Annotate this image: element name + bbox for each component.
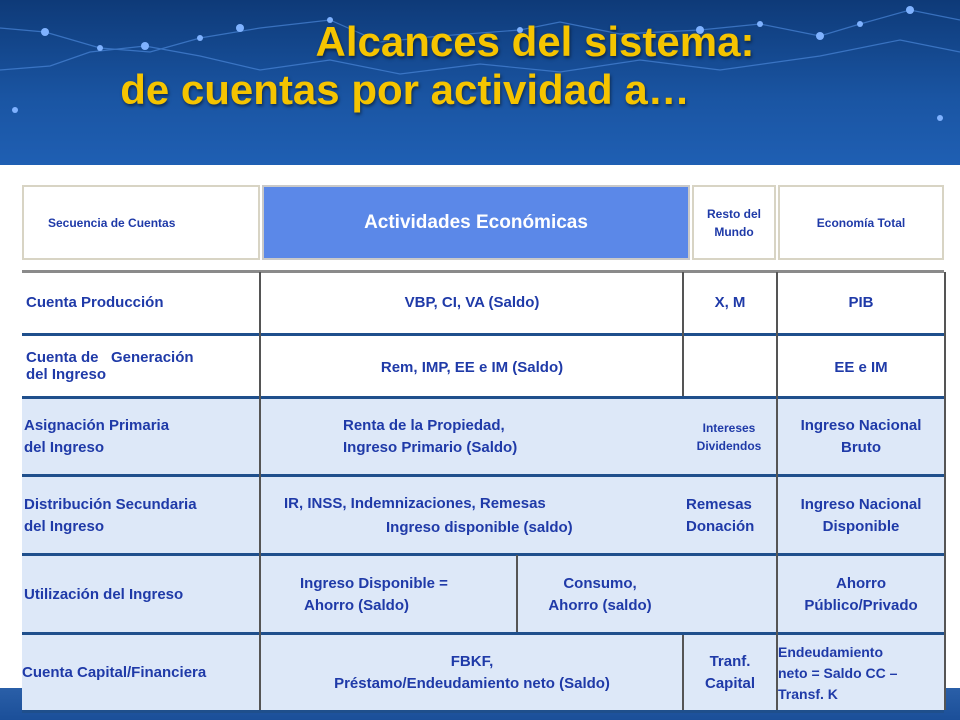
secondary-activities-1: IR, INSS, Indemnizaciones, Remesas (284, 494, 546, 512)
row-use-activities-b (520, 557, 680, 632)
slide-header (0, 0, 960, 165)
primary-label-2: del Ingreso (24, 438, 105, 456)
capital-activities-2: Préstamo/Endeudamiento neto (Saldo) (334, 675, 610, 692)
title-line-2: de cuentas por actividad a… (120, 66, 690, 113)
production-activities: VBP, CI, VA (Saldo) (404, 294, 540, 311)
primary-total-1: Ingreso Nacional (800, 416, 922, 434)
capital-total-2: neto = Saldo CC – (778, 664, 898, 681)
divider (22, 474, 944, 477)
secondary-label-2: del Ingreso (24, 517, 105, 535)
divider (22, 710, 944, 713)
row-secondary-activities (284, 478, 680, 553)
row-production-total (778, 273, 944, 333)
row-primary-rest (682, 399, 776, 474)
secondary-total-2: Disponible (822, 517, 900, 535)
secondary-activities-2: Ingreso disponible (saldo) (386, 518, 573, 536)
capital-label: Cuenta Capital/Financiera (22, 664, 207, 681)
header-sequence-label: Secuencia de Cuentas (48, 215, 176, 230)
row-production-activities (262, 273, 682, 333)
capital-rest-2: Capital (704, 675, 755, 692)
row-production-rest (684, 273, 776, 333)
divider (22, 553, 944, 556)
secondary-label-1: Distribución Secundaria (24, 495, 197, 513)
secondary-rest-2: Donación (686, 517, 755, 535)
row-primary-label (24, 399, 258, 474)
row-use-total (778, 557, 944, 632)
header-rest-line-1: Resto del (706, 206, 761, 221)
production-total: PIB (848, 294, 874, 311)
primary-activities-1: Renta de la Propiedad, (343, 416, 505, 434)
row-primary-activities (343, 399, 673, 474)
title-line-1: Alcances del sistema: (315, 18, 755, 65)
secondary-total-1: Ingreso Nacional (800, 495, 922, 513)
row-capital-activities (262, 636, 682, 710)
header-total-economy (778, 185, 944, 260)
row-secondary-rest (686, 478, 776, 553)
use-activities-a-1: Ingreso Disponible = (300, 574, 448, 592)
header-activities-label: Actividades Económicas (364, 211, 588, 233)
header-activities (262, 185, 690, 260)
use-activities-a-2: Ahorro (Saldo) (304, 596, 409, 614)
row-generation-activities (262, 336, 682, 400)
row-capital-label (22, 636, 262, 710)
capital-activities-1: FBKF, (450, 653, 494, 670)
row-generation-label (26, 336, 258, 396)
generation-label-1: Cuenta de Generación (26, 349, 194, 366)
generation-activities: Rem, IMP, EE e IM (Saldo) (380, 359, 564, 376)
row-secondary-total (778, 478, 944, 553)
use-activities-b-1: Consumo, (563, 574, 637, 592)
use-total-2: Público/Privado (804, 596, 918, 614)
column-divider (944, 272, 946, 710)
capital-total-1: Endeudamiento (778, 643, 884, 660)
use-activities-b-2: Ahorro (saldo) (548, 596, 652, 614)
generation-label-2: del Ingreso (26, 366, 107, 383)
use-label: Utilización del Ingreso (24, 585, 184, 603)
header-sequence (22, 185, 260, 260)
capital-total-3: Transf. K (778, 685, 838, 702)
row-production-label (26, 273, 258, 333)
secondary-rest-1: Remesas (686, 495, 752, 513)
row-primary-total (778, 399, 944, 474)
column-divider (516, 555, 518, 632)
row-use-label (24, 557, 258, 632)
use-total-1: Ahorro (836, 574, 886, 592)
primary-label-1: Asignación Primaria (24, 416, 170, 434)
primary-rest-2: Dividendos (696, 438, 762, 453)
row-generation-total (778, 336, 944, 400)
row-secondary-label (24, 478, 258, 553)
production-label: Cuenta Producción (26, 294, 164, 311)
primary-rest-1: Intereses (702, 420, 756, 435)
header-total-label: Economía Total (816, 216, 906, 230)
row-use-activities-a (300, 557, 514, 632)
slide-title (0, 18, 960, 114)
header-rest-line-2: Mundo (714, 224, 754, 239)
production-rest: X, M (714, 294, 746, 311)
primary-total-2: Bruto (841, 438, 881, 456)
generation-total: EE e IM (834, 359, 888, 376)
row-capital-total (778, 636, 944, 710)
row-capital-rest (684, 636, 776, 710)
capital-rest-1: Tranf. (709, 653, 751, 670)
primary-activities-2: Ingreso Primario (Saldo) (343, 438, 518, 456)
divider (22, 632, 944, 635)
header-rest-of-world (692, 185, 776, 260)
